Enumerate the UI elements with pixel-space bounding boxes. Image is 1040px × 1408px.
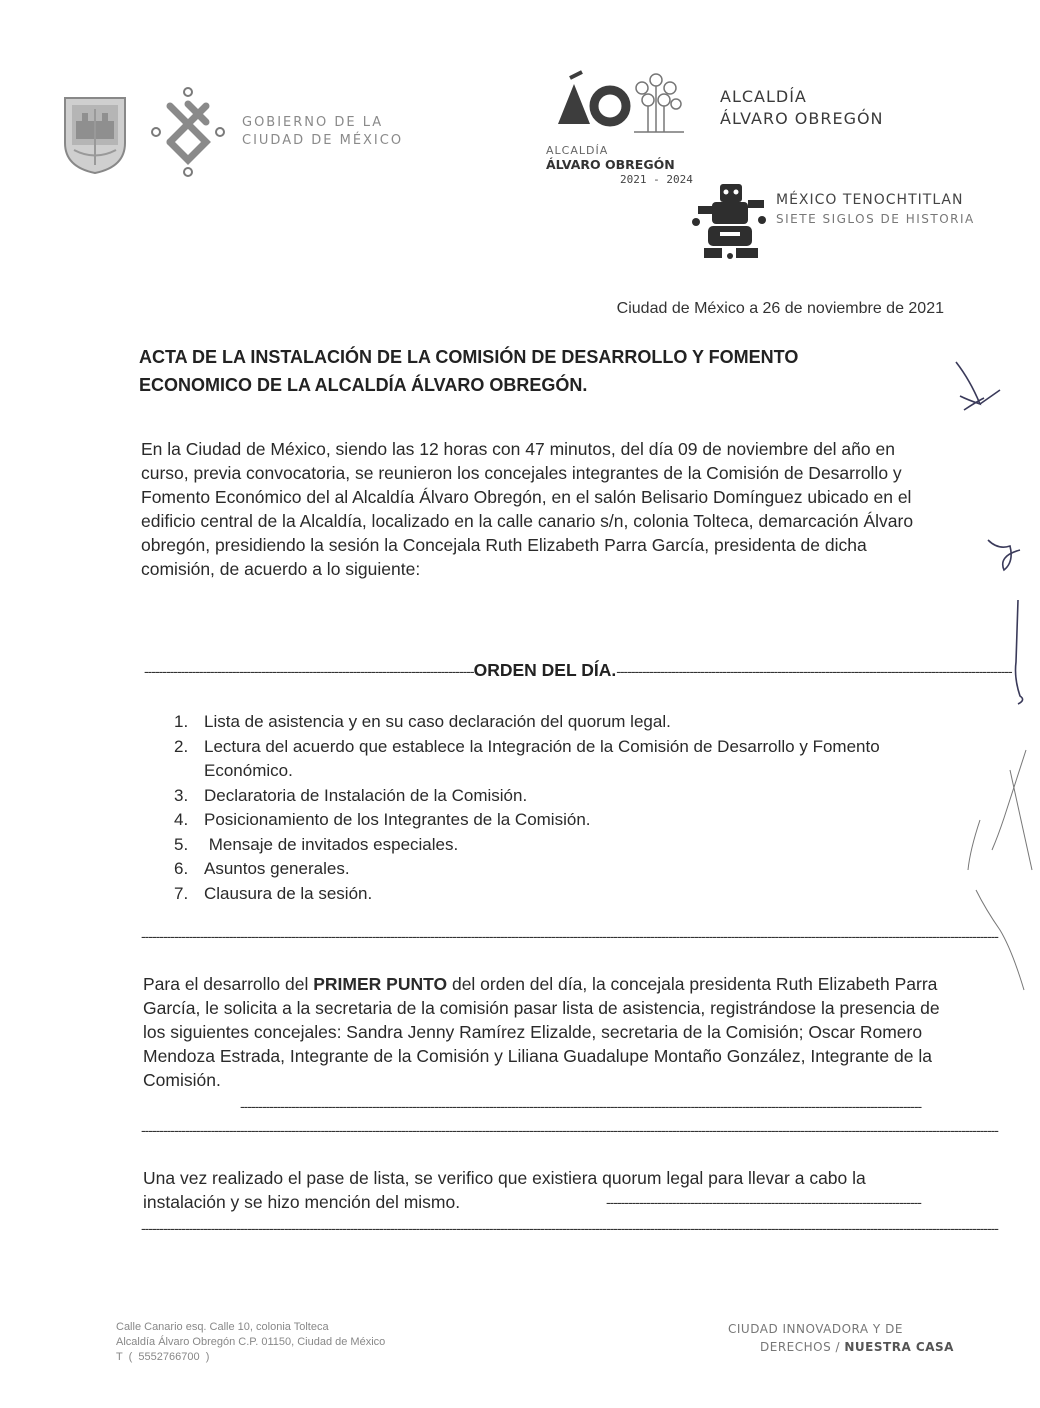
margin-signatures-icon: [940, 350, 1040, 1030]
document-title-line1: ACTA DE LA INSTALACIÓN DE LA COMISIÓN DE DESARROLLO Y FOMENTO: [139, 347, 799, 367]
dash-line-left: ------------------------------------------------------------------------------------------: [144, 662, 474, 679]
primer-punto-post: del orden del día, la concejala presidenta Ruth Elizabeth Parra García, le solicita a la secretaria de la comisión pasar lista de asistencia, registrándose la presencia de los siguientes concejales: Sandra Jenny Ramírez Elizalde, secretaria de la Comisión; Oscar Romero Mendoza Estrada, Integrante de la Comisión y Liliana Guadalupe Montaño González, Integrante de la Comisión.: [143, 974, 940, 1090]
footer-slogan-line2b: NUESTRA CASA: [844, 1340, 954, 1354]
agenda-item: 3. Declaratoria de Instalación de la Comisión.: [174, 785, 528, 805]
ao-badge-icon: [552, 70, 692, 140]
primer-punto-pre: Para el desarrollo del: [143, 974, 314, 994]
primer-punto-paragraph: [143, 972, 943, 1092]
dash-separator: ------------------------------------------------------------------------------------------------------------------------------------------------------------------------------------------------------------------------------------------: [141, 1122, 998, 1138]
agenda-item: 6. Asuntos generales.: [174, 859, 350, 878]
cdmx-logo-line2: CIUDAD DE MÉXICO: [242, 133, 404, 148]
intro-paragraph: En la Ciudad de México, siendo las 12 horas con 47 minutos, del día 09 de noviembre del año en curso, previa convocatoria, se reunieron los concejales integrantes de la Comisión de Desarrollo y Fomento Económico del al Alcaldía Álvaro Obregón, en el salón Belisario Domínguez ubicado en el edificio central de la Alcaldía, localizado en la calle canario s/n, colonia Tolteca, demarcación Álvaro obregón, presidiendo la sesión la Concejala Ruth Elizabeth Parra García, presidenta de dicha comisión, de acuerdo a lo siguiente:: [141, 439, 914, 579]
cdmx-logo-icon: [148, 84, 228, 180]
dash-fill-line: ------------------------------------------------------------------------------------------------------------------------------------------------------------------------------------------: [240, 1098, 922, 1114]
document-date: Ciudad de México a 26 de noviembre de 2021: [616, 300, 944, 317]
dash-separator: ------------------------------------------------------------------------------------------------------------------------------------------------------------------------------------------------------------------------------------------: [141, 1220, 998, 1236]
tenochtitlan-subtitle: SIETE SIGLOS DE HISTORIA: [776, 212, 975, 226]
alcaldia-line2: ÁLVARO OBREGÓN: [720, 109, 884, 128]
agenda-item: 7. Clausura de la sesión.: [174, 883, 373, 903]
footer-slogan-line2a: DERECHOS /: [760, 1340, 845, 1354]
footer-address-line2: Alcaldía Álvaro Obregón C.P. 01150, Ciudad de México: [116, 1336, 386, 1348]
quorum-paragraph: Una vez realizado el pase de lista, se verifico que existiera quorum legal para llevar a cabo la instalación y se hizo mención del mismo.: [143, 1168, 866, 1212]
dash-fill-line: --------------------------------------------------------------------------------------: [606, 1194, 921, 1210]
coat-of-arms-icon: [62, 95, 128, 175]
agenda-item: 4. Posicionamiento de los Integrantes de la Comisión.: [174, 810, 591, 829]
orden-label: ORDEN DEL DÍA.: [473, 660, 617, 680]
primer-punto-bold: PRIMER PUNTO: [313, 974, 448, 994]
dash-line-right: ------------------------------------------------------------------------------------------------------------: [616, 662, 1012, 679]
alcaldia-line1: ALCALDÍA: [720, 87, 807, 106]
agenda-item: 1. Lista de asistencia y en su caso declaración del quorum legal.: [174, 712, 671, 731]
agenda-list: [174, 710, 954, 906]
tenochtitlan-title: MÉXICO TENOCHTITLAN: [776, 192, 964, 208]
ao-badge-years: 2021 - 2024: [620, 173, 693, 186]
footer-phone: T ( 5552766700 ): [116, 1351, 210, 1363]
orden-del-dia-heading: [144, 660, 1012, 681]
footer-slogan-line1: CIUDAD INNOVADORA Y DE: [728, 1322, 903, 1336]
ao-badge-small: ALCALDÍA: [546, 144, 609, 157]
agenda-item: 2. Lectura del acuerdo que establece la Integración de la Comisión de Desarrollo y Fomento Económico.: [174, 736, 880, 780]
ao-badge-name: ÁLVARO OBREGÓN: [546, 157, 675, 172]
agenda-item: 5. Mensaje de invitados especiales.: [174, 834, 459, 854]
dash-separator: ------------------------------------------------------------------------------------------------------------------------------------------------------------------------------------------------------------------------------------------: [141, 928, 998, 944]
cdmx-logo-line1: GOBIERNO DE LA: [242, 115, 384, 130]
footer-address-line1: Calle Canario esq. Calle 10, colonia Tolteca: [116, 1321, 329, 1333]
tenochtitlan-glyph-icon: [690, 178, 770, 262]
document-title-line2: ECONOMICO DE LA ALCALDÍA ÁLVARO OBREGÓN.: [139, 375, 588, 395]
